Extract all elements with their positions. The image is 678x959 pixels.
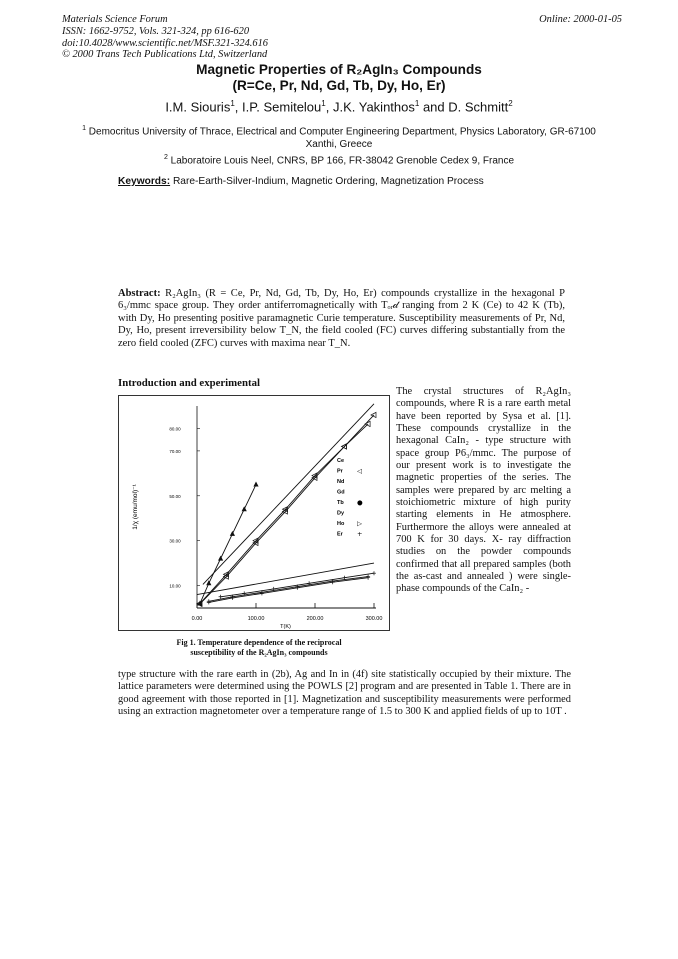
doi-line: doi:10.4028/www.scientific.net/MSF.321-324.616 (62, 37, 268, 49)
legend-marker-pr: ◁ (357, 467, 362, 475)
legend-entry-gd: Gd (337, 489, 345, 496)
y-tick-label: 80.00 (169, 426, 181, 432)
issn-line: ISSN: 1662-9752, Vols. 321-324, pp 616-620 (62, 25, 250, 37)
legend-entry-ho: Ho (337, 521, 345, 527)
figure-caption: Fig 1. Temperature dependence of the reciprocal susceptibility of the R₂AgIn₃ compounds (176, 638, 342, 657)
keywords-label: Keywords: (118, 176, 171, 187)
section-heading: Introduction and experimental (118, 377, 260, 389)
legend-entry-nd: Nd (337, 479, 345, 485)
legend-marker-er: + (357, 530, 363, 538)
author-2: I.P. Semitelou (242, 99, 322, 115)
reciprocal-susceptibility-chart (119, 396, 389, 630)
copyright-line: © 2000 Trans Tech Publications Ltd, Switzerland (62, 49, 268, 61)
intro-continuation: type structure with the rare earth in (2b), Ag and In in (4f) site statistically occupied by their mixture. The lattice parameters were determined using the POWLS [2] program and are presented in Table 1. There are in good agreement with those reported in [1]. Magnetization and susceptibility measurements were performed using an extraction magnetometer over a temperature range of 1.5 to 300 K and applied fields of up to 10T . (118, 669, 571, 718)
x-tick-label: 0.00 (191, 616, 203, 622)
author-1: I.M. Siouris (165, 99, 231, 115)
data-point-er (230, 531, 235, 536)
keywords (118, 176, 618, 187)
author-3: J.K. Yakinthos (332, 99, 415, 115)
abstract-text: R₂AgIn₃ (R = Ce, Pr, Nd, Gd, Tb, Dy, Ho, Er) compounds crystallize in the hexagonal P 6₃/mmc space group. They order antiferromagnetically with Tₒᵣ𝒹 ranging from 2 K (Ce) to 42 K (Tb), with Dy, Ho presenting positive paramagnetic Curie temperature. Susceptibility measurements of Pr, Nd, Dy, Ho, present irreversibility below T_N, the field cooled (FC) curves differing substantially from the zero field cooled (ZFC) curves with maxima near T_N. (118, 288, 566, 349)
data-point-er (206, 580, 211, 585)
data-point-er (218, 556, 223, 561)
author-4: D. Schmitt (448, 99, 509, 115)
affiliation-2: $^2$ Laboratoire Louis Neel, CNRS, BP 166, FR-38042 Grenoble Cedex 9, France (163, 154, 515, 167)
data-point-er (253, 482, 258, 487)
keywords-text: Rare-Earth-Silver-Indium, Magnetic Ordering, Magnetization Process (172, 176, 484, 187)
title-line-1: Magnetic Properties of R₂AgIn₃ Compounds (196, 62, 482, 77)
journal-name: Materials Science Forum (62, 14, 168, 25)
legend-marker-tb: ● (357, 498, 363, 507)
online-date: Online: 2000-01-05 (539, 14, 622, 25)
y-tick-label: 50.00 (169, 493, 181, 499)
y-tick-label: 30.00 (169, 538, 181, 544)
x-tick-label: 200.00 (306, 616, 324, 622)
title-line-2: (R=Ce, Pr, Nd, Gd, Tb, Dy, Ho, Er) (232, 78, 446, 93)
series-line-ce (203, 404, 374, 585)
legend-entry-er: Er (337, 531, 343, 538)
legend-entry-ce: Ce (337, 458, 345, 464)
abstract-label: Abstract: (118, 288, 161, 299)
legend-entry-pr: Pr (337, 468, 343, 475)
legend-marker-ho: ▷ (357, 519, 362, 528)
x-tick-label: 100.00 (247, 616, 265, 622)
journal-header (62, 14, 622, 61)
legend-entry-tb: Tb (337, 500, 344, 506)
figure-1 (118, 395, 390, 631)
paper-title (40, 62, 638, 94)
data-point-tb (372, 571, 376, 575)
x-axis-label: T(K) (280, 624, 291, 630)
data-point-tb (219, 595, 223, 599)
author-list: I.M. Siouris$^1$, I.P. Semitelou$^1$, J.K. Yakinthos$^1$ and D. Schmitt$^2$ (165, 99, 513, 115)
data-point-er (242, 506, 247, 511)
x-tick-label: 300.00 (365, 616, 383, 622)
intro-right-column: The crystal structures of R₂AgIn₃ compounds, where R is a rare earth metal have been reported by Sysa et al. [1]. These compounds crystallize in the hexagonal CaIn₂ - type structure with space group P6₃/mmc. The purpose of our present work is to investigate the magnetic properties of the series. The samples were prepared by arc melting a stoichiometric mixture of high purity starting elements in He atmosphere. Furthermore the alloys were annealed at 700 K for 30 days. X- ray diffraction studies on the powder compounds confirmed that all prepared samples (both the as-cast and annealed ) were single-phase compounds of the CaIn₂ - (396, 386, 571, 595)
y-tick-label: 10.00 (169, 583, 181, 589)
y-axis-label: 1/χ (emu/mol)⁻¹ (132, 484, 139, 530)
y-tick-label: 70.00 (169, 448, 181, 454)
affiliation-1: $^1$ Democritus University of Thrace, Electrical and Computer Engineering Department, Physics Laboratory, GR-67100 Xanthi, Greece (82, 125, 596, 150)
abstract (118, 288, 565, 350)
legend-entry-dy: Dy (337, 510, 345, 517)
